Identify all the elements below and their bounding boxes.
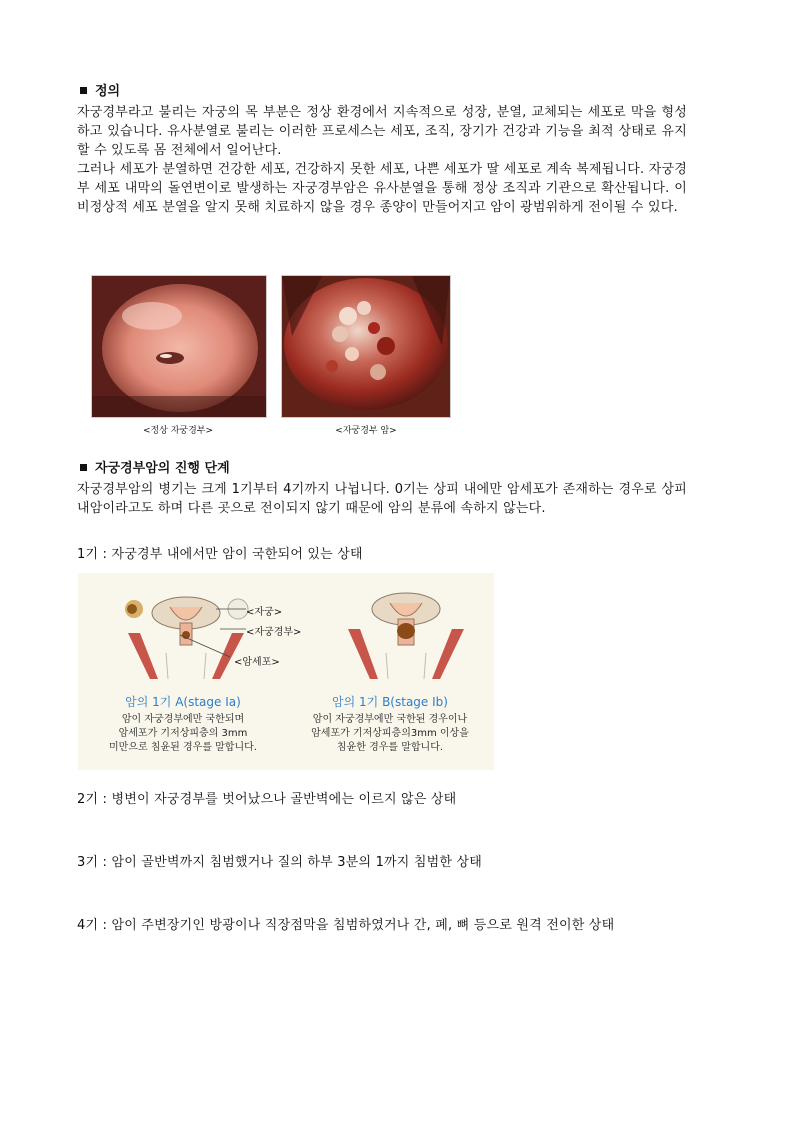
square-bullet-icon	[80, 464, 87, 471]
progression-heading-text: 자궁경부암의 진행 단계	[95, 461, 230, 476]
cervical-cancer-caption: <자궁경부 암>	[335, 426, 397, 436]
uterus-label: <자궁>	[246, 607, 283, 618]
progression-intro	[77, 480, 687, 518]
definition-paragraph-2: 그러나 세포가 분열하면 건강한 세포, 건강하지 못한 세포, 나쁜 세포가 딸 세포로 계속 복제됩니다. 자궁경부 세포 내막의 돌연변이로 발생하는 자궁경부암은 유사분열을 통해 정상 조직과 기관으로 확산됩니다. 이 비정상적 세포 분열을 알지 못해 치료하지 않을 경우 종양이 만들어지고 암이 광범위하게 전이될 수 있다.	[77, 162, 687, 215]
stage-1-diagram	[78, 573, 494, 770]
stage-3-line: 3기 : 암이 골반벽까지 침범했거나 질의 하부 3분의 1까지 침범한 상태	[77, 855, 483, 870]
cervical-cancer-photo	[281, 275, 451, 418]
cancer-cell-label: <암세포>	[234, 657, 280, 668]
definition-heading	[80, 84, 120, 100]
stage-1b-title: 암의 1기 B(stage Ⅰb)	[332, 695, 448, 709]
stage-2-line: 2기 : 병변이 자궁경부를 벗어났으나 골반벽에는 이르지 않은 상태	[77, 792, 457, 807]
progression-heading	[80, 461, 230, 477]
normal-cervix-photo	[91, 275, 267, 418]
definition-body	[77, 103, 687, 217]
square-bullet-icon	[80, 87, 87, 94]
stage-1a-description: 암이 자궁경부에만 국한되며 암세포가 기저상피층의 3mm 미만으로 침윤된 경우를 말합니다.	[109, 714, 257, 753]
stage-1b-description: 암이 자궁경부에만 국한된 경우이나 암세포가 기저상피층의3mm 이상을 침윤한 경우를 말합니다.	[311, 714, 469, 753]
normal-cervix-caption: <정상 자궁경부>	[142, 426, 214, 436]
cervix-label: <자궁경부>	[246, 627, 302, 638]
stage-4-line: 4기 : 암이 주변장기인 방광이나 직장점막을 침범하였거나 간, 폐, 뼈 등으로 원격 전이한 상태	[77, 918, 615, 933]
stage-1b-anatomy-illustration	[330, 583, 480, 683]
stage-1-line: 1기 : 자궁경부 내에서만 암이 국한되어 있는 상태	[77, 547, 363, 562]
definition-paragraph-1: 자궁경부라고 불리는 자궁의 목 부분은 정상 환경에서 지속적으로 성장, 분열, 교체되는 세포로 막을 형성하고 있습니다. 유사분열로 불리는 이러한 프로세스는 세포, 조직, 장기가 건강과 기능을 최적 상태로 유지할 수 있도록 몸 전체에서 일어난다.	[77, 105, 687, 158]
progression-intro-text: 자궁경부암의 병기는 크게 1기부터 4기까지 나뉩니다. 0기는 상피 내에만 암세포가 존재하는 경우로 상피내암이라고도 하며 다른 곳으로 전이되지 않기 때문에 암의 분류에 속하지 않는다.	[77, 482, 687, 516]
stage-1a-title: 암의 1기 A(stage Ⅰa)	[125, 695, 241, 709]
definition-heading-text: 정의	[95, 84, 121, 99]
